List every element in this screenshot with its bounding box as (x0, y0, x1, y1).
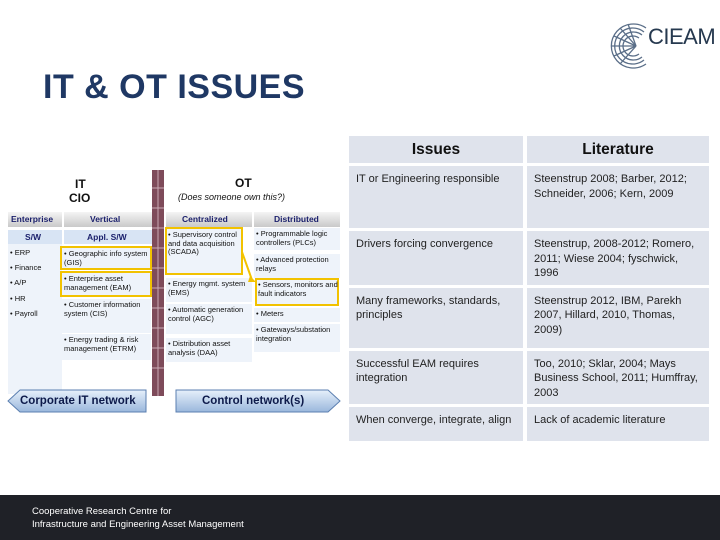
footer-line-2: Infrastructure and Engineering Asset Management (32, 519, 244, 530)
issue-cell: Many frameworks, standards, principles (349, 288, 523, 348)
subheader-sw: S/W (25, 232, 42, 242)
slide-title: IT & OT ISSUES (43, 68, 306, 106)
centralized-item-scada: • Supervisory control and data acquisition (SCADA) (168, 230, 237, 256)
enterprise-item-ap: • A/P (10, 278, 27, 287)
enterprise-item-label: Finance (14, 263, 42, 272)
control-network-label: Control network(s) (202, 395, 305, 407)
centralized-item-ems: • Energy mgmt. system (EMS) (168, 279, 246, 297)
distributed-item-label: Gateways/substation integration (256, 325, 331, 343)
literature-cell: Lack of academic literature (527, 407, 709, 441)
centralized-item-label: Supervisory control and data acquisition (SCADA) (168, 230, 237, 256)
it-ot-diagram (6, 168, 344, 430)
enterprise-item-label: Payroll (14, 309, 38, 318)
header-vertical: Vertical (90, 214, 121, 224)
table-header-row (349, 136, 709, 163)
vertical-item-label: Enterprise asset management (EAM) (64, 274, 132, 292)
table-row (349, 166, 709, 228)
distributed-item-label: Meters (260, 309, 284, 318)
vertical-item-etrm: • Energy trading & risk management (ETRM) (64, 335, 139, 353)
literature-cell: Too, 2010; Sklar, 2004; Mays Business School, 2011; Humffray, 2003 (527, 351, 709, 405)
header-enterprise: Enterprise (11, 214, 54, 224)
issue-cell: Successful EAM requires integration (349, 351, 523, 405)
issue-cell: Drivers forcing convergence (349, 231, 523, 285)
literature-cell: Steenstrup 2008; Barber, 2012; Schneider, 2006; Kern, 2009 (527, 166, 709, 228)
vertical-item-eam: • Enterprise asset management (EAM) (64, 274, 132, 292)
ot-question: (Does someone own this?) (178, 192, 286, 202)
enterprise-item-label: HR (14, 294, 26, 303)
col-header-issues: Issues (349, 136, 523, 163)
issues-literature-table (349, 136, 709, 441)
corporate-network-label: Corporate IT network (20, 395, 136, 407)
vertical-item-label: Geographic info system (GIS) (64, 249, 148, 267)
distributed-item-label: Sensors, monitors and fault indicators (258, 280, 338, 298)
vertical-item-cis: • Customer information system (CIS) (64, 300, 141, 318)
centralized-item-label: Distribution asset analysis (DAA) (168, 339, 231, 357)
table-row (349, 407, 709, 441)
subheader-appl-sw: Appl. S/W (87, 232, 127, 242)
enterprise-item-label: ERP (14, 248, 31, 257)
table-row (349, 231, 709, 285)
ot-label: OT (235, 176, 252, 190)
centralized-item-label: Automatic generation control (AGC) (168, 305, 244, 323)
footer-line-1: Cooperative Research Centre for (32, 506, 172, 517)
distributed-item-meters: • Meters (256, 309, 284, 318)
footer-bar (0, 495, 720, 540)
issue-cell: When converge, integrate, align (349, 407, 523, 441)
table-row (349, 288, 709, 348)
distributed-item-plcs: • Programmable logic controllers (PLCs) (256, 229, 328, 247)
table-row (349, 351, 709, 405)
distributed-item-relays: • Advanced protection relays (256, 255, 329, 273)
col-header-literature: Literature (527, 136, 709, 163)
centralized-item-daa: • Distribution asset analysis (DAA) (168, 339, 231, 357)
enterprise-item-finance: • Finance (10, 263, 42, 272)
enterprise-item-payroll: • Payroll (10, 309, 38, 318)
literature-cell: Steenstrup 2012, IBM, Parekh 2007, Hillard, 2010, Thomas, 2009) (527, 288, 709, 348)
header-centralized: Centralized (182, 214, 228, 224)
centralized-item-label: Energy mgmt. system (EMS) (168, 279, 246, 297)
enterprise-item-hr: • HR (10, 294, 26, 303)
centralized-item-agc: • Automatic generation control (AGC) (168, 305, 244, 323)
enterprise-item-erp: • ERP (10, 248, 31, 257)
issue-cell: IT or Engineering responsible (349, 166, 523, 228)
vertical-item-label: Energy trading & risk management (ETRM) (64, 335, 139, 353)
cio-label: CIO (69, 191, 91, 205)
vertical-item-label: Customer information system (CIS) (64, 300, 141, 318)
diagram-graphics (6, 168, 344, 430)
distributed-item-sensors: • Sensors, monitors and fault indicators (258, 280, 338, 298)
it-label: IT (75, 177, 86, 191)
logo-text: CIEAM (648, 24, 716, 49)
distributed-item-label: Advanced protection relays (256, 255, 329, 273)
vertical-item-gis: • Geographic info system (GIS) (64, 249, 148, 267)
distributed-item-gateways: • Gateways/substation integration (256, 325, 331, 343)
literature-cell: Steenstrup, 2008-2012; Romero, 2011; Wiese 2004; fyschwick, 1996 (527, 231, 709, 285)
enterprise-item-label: A/P (14, 278, 27, 287)
distributed-item-label: Programmable logic controllers (PLCs) (256, 229, 328, 247)
header-distributed: Distributed (274, 214, 319, 224)
